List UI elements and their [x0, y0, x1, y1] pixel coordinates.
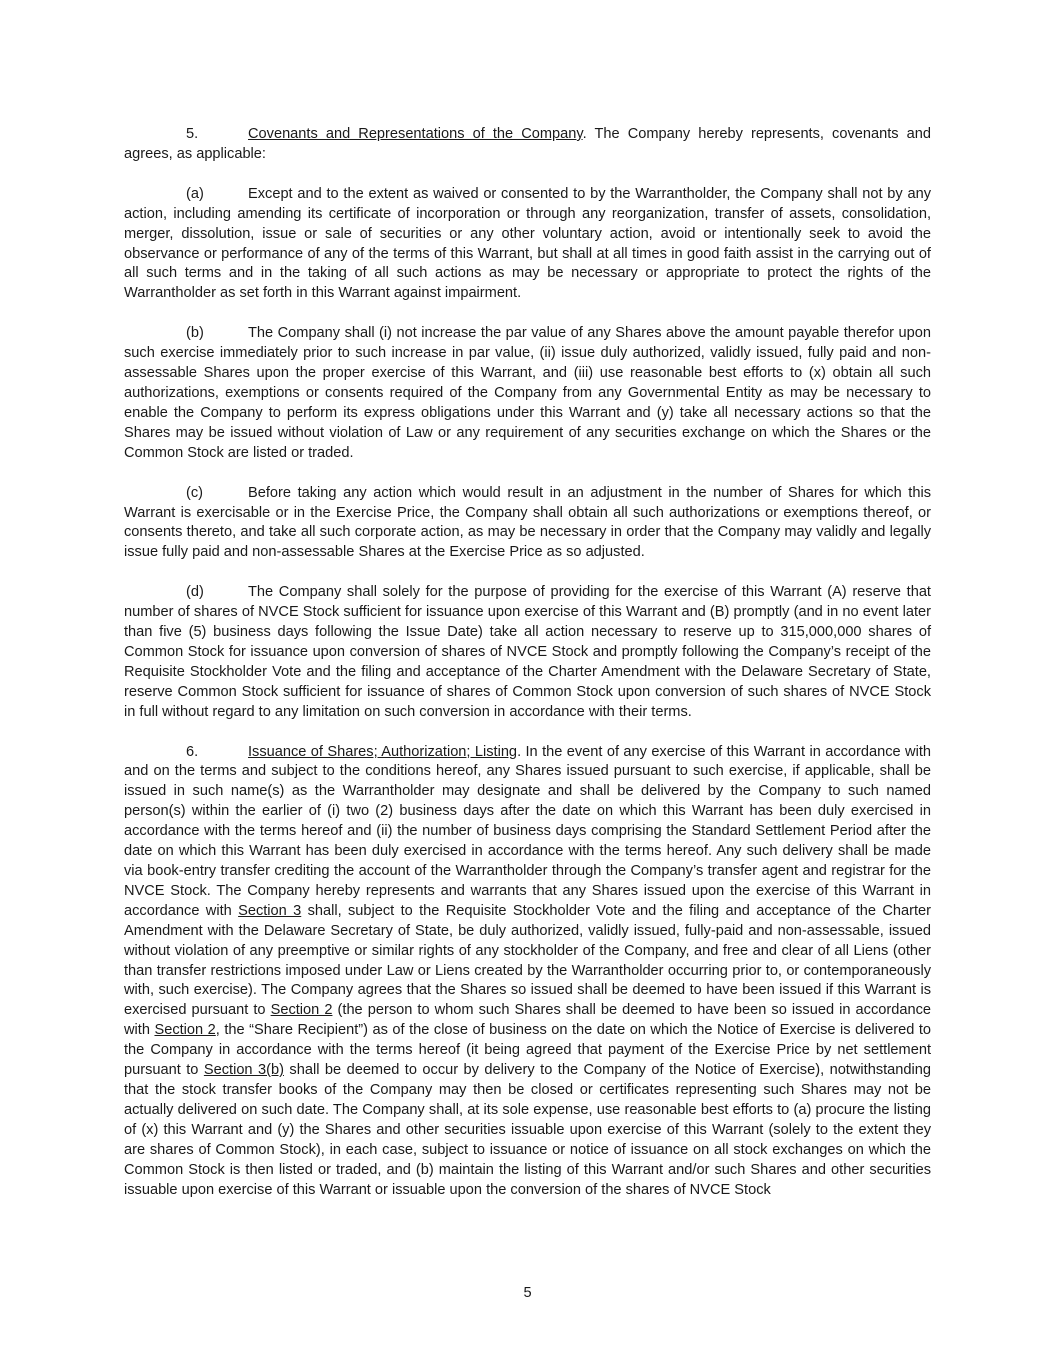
section-reference: Section 2 — [154, 1022, 216, 1039]
paragraph-c — [124, 484, 931, 564]
paragraph-label: (a) — [186, 185, 204, 202]
paragraph-text: Except and to the extent as waived or consented to by the Warrantholder, the Company shall not by any action, including amending its certificate of incorporation or through any reorganization, transfer of assets, consolidation, merger, dissolution, issue or sale of securities or any other voluntary action, avoid or intentionally seek to avoid the observance or performance of any of the terms of this Warrant, but shall at all times in good faith assist in the carrying out of all such terms and in the taking of all such actions as may be necessary or appropriate to protect the rights of the Warrantholder as set forth in this Warrant against impairment. — [124, 185, 931, 302]
paragraph-label: (b) — [186, 325, 204, 342]
section-text: shall be deemed to occur by delivery to the Company of the Notice of Exercise), notwithstanding that the stock transfer books of the Company may then be closed or certificates representing such Shares may not be actually delivered on such date. The Company shall, at its sole expense, use reasonable best efforts to (a) procure the listing of (x) this Warrant and (y) the Shares and other securities issuable upon exercise of this Warrant (solely to the extent they are shares of Common Stock), in each case, subject to issuance or notice of issuance on all stock exchanges on which the Common Stock is then listed or traded, and (b) maintain the listing of this Warrant and/or such Shares and other securities issuable upon exercise of this Warrant or issuable upon the conversion of the shares of NVCE Stock — [124, 1062, 931, 1198]
section-heading: Issuance of Shares; Authorization; Listing — [248, 743, 518, 760]
paragraph-d — [124, 583, 931, 722]
page-number: 5 — [523, 1285, 532, 1301]
paragraph-text: Before taking any action which would result in an adjustment in the number of Shares for which this Warrant is exercisable or in the Exercise Price, the Company shall obtain all such authorizations or exemptions thereof, or consents thereto, and take all such corporate action, as may be necessary in order that the Company may validly and legally issue fully paid and non-assessable Shares at the Exercise Price as so adjusted. — [124, 484, 931, 561]
section-text: , the “Share Recipient”) as of the close of business on the date on which the Notice of Exercise is delivered to the Company in accordance with the terms hereof (it being agreed that payment of the Exercise Price by net settlement pursuant to — [124, 1022, 931, 1079]
paragraph-label: (d) — [186, 584, 204, 601]
section-text: . In the event of any exercise of this Warrant in accordance with and on the terms and subject to the conditions hereof, any Shares issued pursuant to such exercise, if applicable, shall be issued in such name(s) as the Warrantholder may designate and shall be delivered by the Company to such named person(s) within the earlier of (i) two (2) business days after the date on which this Warrant has been duly exercised in accordance with the terms hereof and (ii) the number of business days comprising the Standard Settlement Period after the date on which this Warrant has been duly exercised in accordance with the terms hereof. Any such delivery shall be made via book-entry transfer crediting the account of the Warrantholder through the Company’s transfer agent and registrar for the NVCE Stock. The Company hereby represents and warrants that any Shares issued upon the exercise of this Warrant in accordance with — [124, 743, 931, 919]
section-text: shall, subject to the Requisite Stockholder Vote and the filing and acceptance of the Charter Amendment with the Delaware Secretary of State, be duly authorized, validly issued, fully-paid and non-assessable, issued without violation of any preemptive or similar rights of any stockholder of the Company, and free and clear of all Liens (other than transfer restrictions imposed under Law or Liens created by the Warrantholder occurring prior to, or contemporaneously with, such exercise). The Company agrees that the Shares so issued shall be deemed to have been issued if this Warrant is exercised pursuant to — [124, 902, 931, 1019]
paragraph-text: The Company shall solely for the purpose of providing for the exercise of this Warrant (A) reserve that number of shares of NVCE Stock sufficient for issuance upon exercise of this Warrant and (B) promptly (and in no event later than five (5) business days following the Issue Date) take all action necessary to reserve up to 315,000,000 shares of Common Stock for issuance upon conversion of shares of NVCE Stock and promptly following the Company’s receipt of the Requisite Stockholder Vote and the filing and acceptance of the Charter Amendment with the Delaware Secretary of State, reserve Common Stock sufficient for issuance of shares of Common Stock upon conversion of such shares of NVCE Stock in full without regard to any limitation on such conversion in accordance with their terms. — [124, 584, 931, 720]
section-heading: Covenants and Representations of the Company — [248, 126, 583, 142]
section-text: (the person to whom such Shares shall be deemed to have been so issued in accordance with — [124, 1002, 932, 1039]
section-reference: Section 3(b) — [203, 1062, 284, 1079]
section-6-paragraph — [124, 743, 931, 1201]
section-intro: . The Company hereby represents, covenants and agrees, as applicable: — [124, 126, 931, 162]
paragraph-a — [124, 185, 931, 304]
section-reference: Section 2 — [270, 1002, 333, 1019]
paragraph-text: The Company shall (i) not increase the par value of any Shares above the amount payable therefor upon such exercise immediately prior to such increase in par value, (ii) issue duly authorized, validly issued, fully paid and non-assessable Shares upon the proper exercise of this Warrant, and (iii) use reasonable best efforts to (x) obtain all such authorizations, exemptions or consents required of the Company from any Governmental Entity as may be necessary to enable the Company to perform its express obligations under this Warrant and (y) take all necessary actions so that the Shares may be issued without violation of Law or any requirement of any securities exchange on which the Shares or the Common Stock are listed or traded. — [124, 325, 931, 461]
paragraph-label: (c) — [186, 484, 204, 501]
section-5-paragraph — [124, 125, 931, 165]
paragraph-b — [124, 324, 931, 463]
section-number: 5. — [186, 126, 199, 142]
section-number: 6. — [186, 743, 199, 760]
page-body — [124, 125, 931, 1200]
section-reference: Section 3 — [238, 902, 302, 919]
